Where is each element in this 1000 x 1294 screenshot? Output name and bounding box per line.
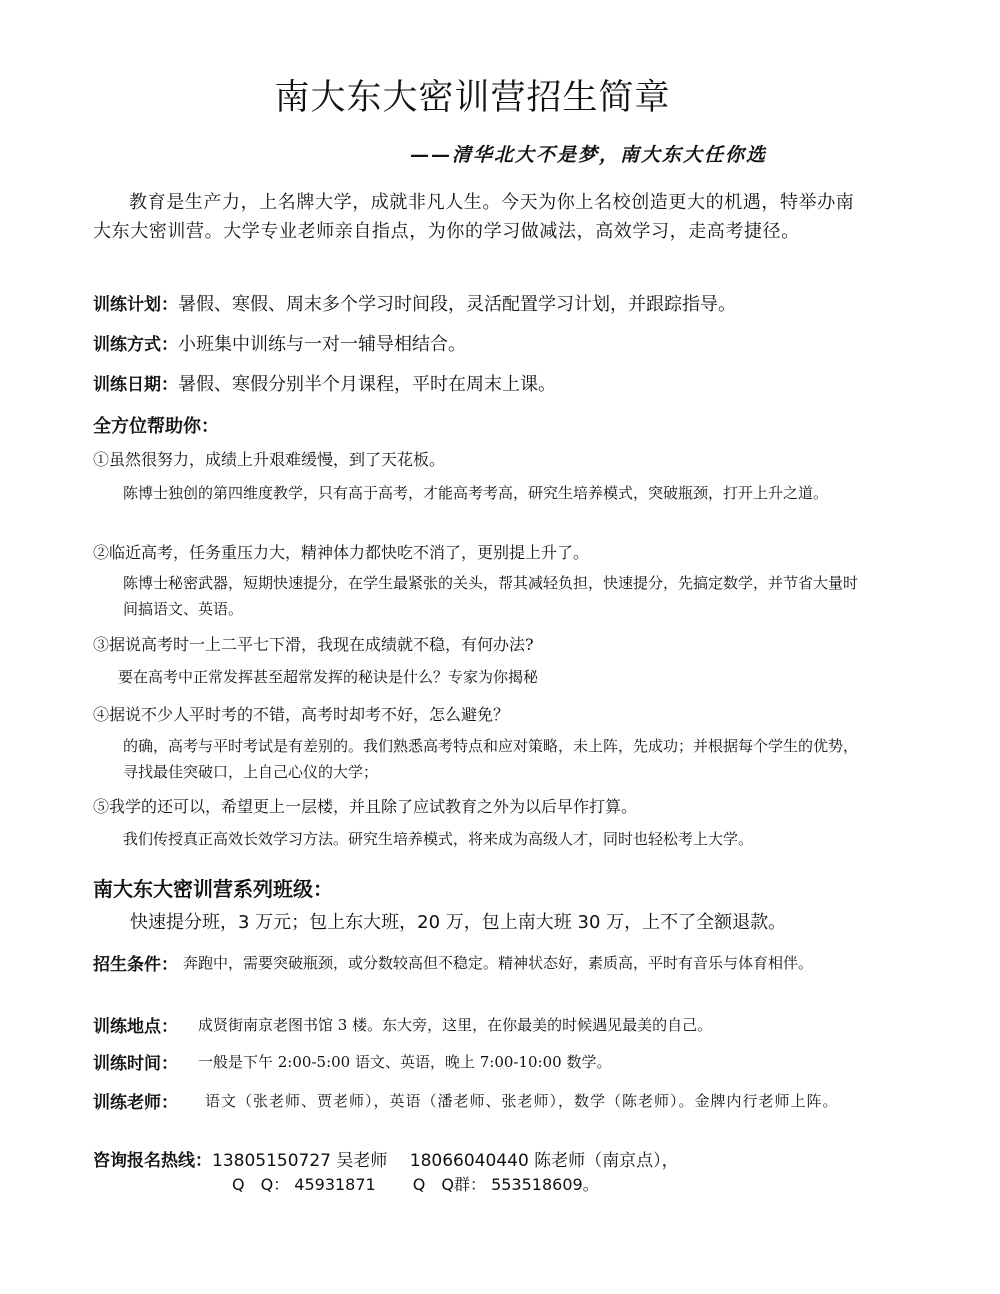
training-method-label: 训练方式： xyxy=(93,335,178,355)
hotline-qq: Q Q： 45931871 Q Q群： 553518609。 xyxy=(232,1175,599,1194)
training-method-value: 小班集中训练与一对一辅导相结合。 xyxy=(178,334,466,355)
question-3: ③据说高考时一上二平七下滑，我现在成绩就不稳，有何办法? xyxy=(93,635,534,654)
enrollment-conditions-value: 奔跑中，需要突破瓶颈，或分数较高但不稳定。精神状态好，素质高，平时有音乐与体育相伴。 xyxy=(183,954,814,972)
answer-5: 我们传授真正高效长效学习方法。研究生培养模式，将来成为高级人才，同时也轻松考上大学。 xyxy=(123,830,754,848)
answer-4: 的确，高考与平时考试是有差别的。我们熟悉高考特点和应对策略，未上阵，先成功；并根据每个学生的优势，寻找最佳突破口，上自己心仪的大学； xyxy=(123,737,859,781)
training-location-label: 训练地点： xyxy=(93,1017,178,1037)
training-teachers xyxy=(93,1088,863,1136)
training-location xyxy=(93,1012,863,1038)
training-time-value: 一般是下午 2:00-5:00 语文、英语，晚上 7:00-10:00 数学。 xyxy=(198,1053,612,1071)
hotline xyxy=(93,1146,679,1171)
training-teachers-label: 训练老师： xyxy=(93,1093,178,1113)
training-plan-label: 训练计划： xyxy=(93,295,178,315)
enrollment-conditions xyxy=(93,950,863,998)
training-time xyxy=(93,1049,863,1075)
series-title: 南大东大密训营系列班级： xyxy=(93,877,333,901)
training-method xyxy=(93,330,466,356)
training-teachers-value: 语文（张老师、贾老师），英语（潘老师、张老师），数学（陈老师）。金牌内行老师上阵。 xyxy=(205,1092,839,1110)
help-section-title: 全方位帮助你： xyxy=(93,416,219,437)
question-5: ⑤我学的还可以，希望更上一层楼，并且除了应试教育之外为以后早作打算。 xyxy=(93,797,638,816)
intro-paragraph: 教育是生产力，上名牌大学，成就非凡人生。今天为你上名校创造更大的机遇，特举办南大东大密训营。大学专业老师亲自指点，为你的学习做减法，高效学习，走高考捷径。 xyxy=(93,192,855,242)
page-subtitle: ——清华北大不是梦，南大东大任你选 xyxy=(410,144,768,166)
question-4: ④据说不少人平时考的不错，高考时却考不好，怎么避免？ xyxy=(93,705,510,724)
training-plan-value: 暑假、寒假、周末多个学习时间段，灵活配置学习计划，并跟踪指导。 xyxy=(178,294,736,315)
training-dates-value: 暑假、寒假分别半个月课程，平时在周末上课。 xyxy=(178,374,556,395)
question-2: ②临近高考，任务重压力大，精神体力都快吃不消了，更别提上升了。 xyxy=(93,543,590,562)
answer-3: 要在高考中正常发挥甚至超常发挥的秘诀是什么？专家为你揭秘 xyxy=(118,668,539,686)
enrollment-conditions-label: 招生条件： xyxy=(93,955,178,975)
page-title: 南大东大密训营招生简章 xyxy=(274,78,671,118)
hotline-phones: 13805150727 吴老师 18066040440 陈老师（南京点）， xyxy=(212,1151,679,1171)
training-location-value: 成贤街南京老图书馆 3 楼。东大旁，这里，在你最美的时候遇见最美的自己。 xyxy=(198,1016,713,1034)
question-1: ①虽然很努力，成绩上升艰难缓慢，到了天花板。 xyxy=(93,450,446,469)
training-time-label: 训练时间： xyxy=(93,1054,178,1074)
training-dates-label: 训练日期： xyxy=(93,375,178,395)
hotline-label: 咨询报名热线： xyxy=(93,1151,212,1171)
training-dates xyxy=(93,370,556,396)
answer-2: 陈博士秘密武器，短期快速提分，在学生最紧张的关头，帮其减轻负担，快速提分，先搞定数学，并节省大量时间搞语文、英语。 xyxy=(123,574,859,618)
training-plan xyxy=(93,290,736,316)
answer-1: 陈博士独创的第四维度教学，只有高于高考，才能高考考高，研究生培养模式，突破瓶颈，打开上升之道。 xyxy=(123,484,829,502)
series-pricing: 快速提分班，3 万元；包上东大班，20 万，包上南大班 30 万，上不了全额退款。 xyxy=(130,912,787,933)
